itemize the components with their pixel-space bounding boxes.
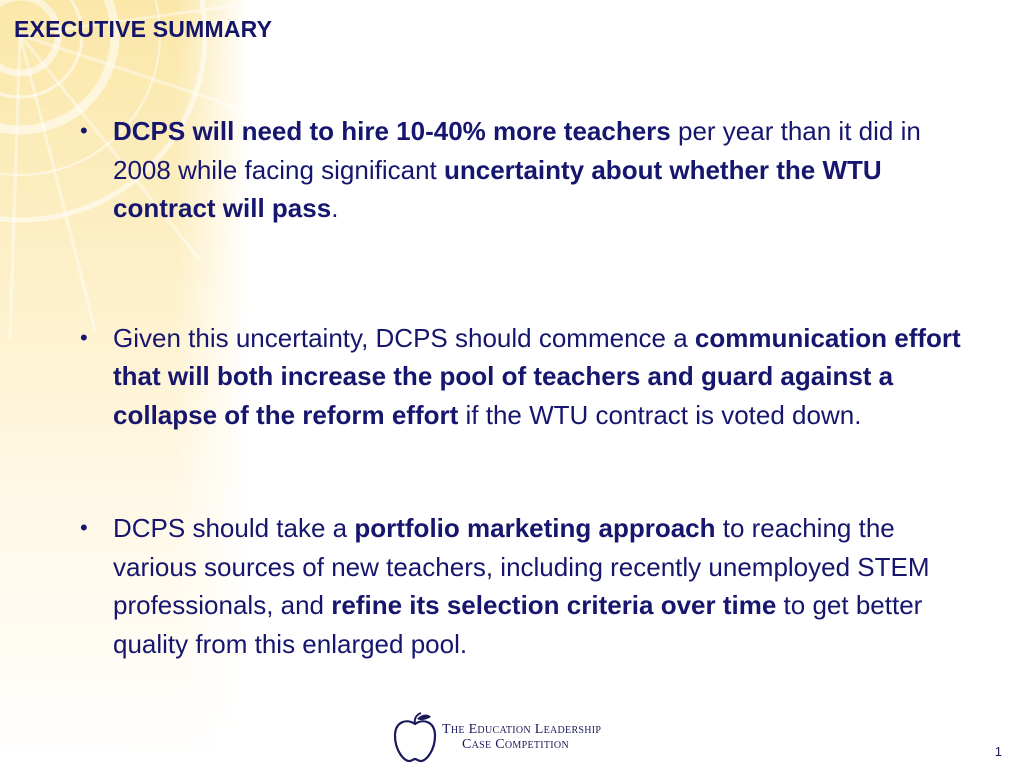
- bullet-bold-text: refine its selection criteria over time: [331, 590, 777, 620]
- slide-title: EXECUTIVE SUMMARY: [14, 16, 273, 42]
- bullet-bold-text: communication effort that will both increase the pool of teachers and guard against a collapse of the reform effort: [113, 322, 961, 430]
- bullet-plain-text: to get better quality from this enlarged pool.: [113, 590, 923, 659]
- bullet-bold-text: DCPS will need to hire 10-40% more teachers: [113, 116, 671, 146]
- bullet-dot-icon: •: [80, 324, 88, 350]
- bullet-bold-text: uncertainty about whether the WTU contract will pass: [113, 154, 882, 223]
- bullet-plain-text: DCPS should take a: [113, 513, 355, 543]
- bullet-text: [113, 323, 961, 430]
- bullet-dot-icon: •: [80, 118, 88, 143]
- bullet-list: [80, 112, 970, 663]
- bullet-plain-text: per year than it did in 2008 while facing significant: [113, 116, 921, 185]
- bullet-plain-text: if the WTU contract is voted down.: [458, 399, 862, 430]
- bullet-plain-text: .: [331, 193, 339, 223]
- logo-line-1: The Education Leadership: [442, 722, 602, 737]
- bullet-item: [80, 112, 970, 228]
- bullet-bold-text: portfolio marketing approach: [354, 513, 716, 543]
- education-leadership-logo: [392, 710, 652, 766]
- bullet-item: [80, 319, 970, 435]
- bullet-text: [113, 513, 930, 659]
- apple-icon: [392, 710, 438, 764]
- logo-line-2: Case Competition: [462, 737, 569, 752]
- bullet-item: [80, 509, 970, 663]
- bullet-plain-text: to reaching the various sources of new teachers, including recently unemployed STEM professionals, and: [113, 513, 930, 620]
- logo-wordmark: [442, 722, 601, 752]
- bullet-text: [113, 116, 921, 223]
- bullet-plain-text: Given this uncertainty, DCPS should commence a: [113, 322, 695, 353]
- bullet-dot-icon: •: [80, 515, 88, 540]
- page-number: 1: [994, 744, 1002, 759]
